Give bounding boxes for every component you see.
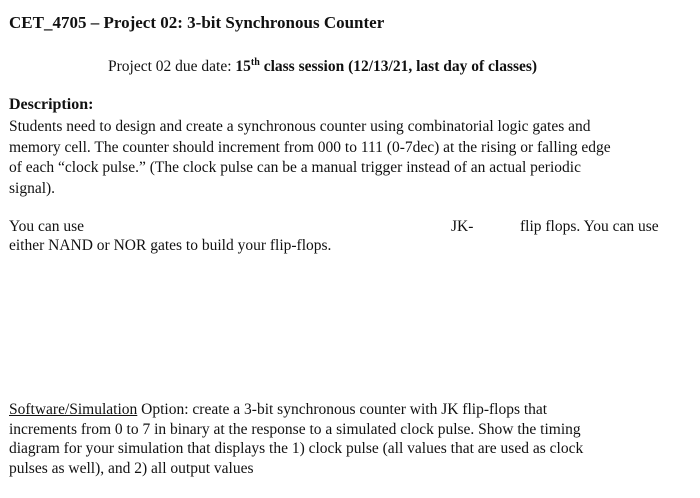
due-date-prefix: Project 02 due date: xyxy=(108,58,236,75)
simulation-line xyxy=(9,400,695,420)
simulation-line: pulses as well), and 2) all output values xyxy=(9,459,254,477)
usage-text-jk: JK- xyxy=(451,218,474,235)
description-line: of each “clock pulse.” (The clock pulse can be a manual trigger instead of an actual periodic xyxy=(9,159,581,176)
usage-text-left: You can use xyxy=(9,218,85,235)
due-date-line xyxy=(108,57,537,77)
usage-text-right: flip flops. You can use xyxy=(520,218,659,235)
simulation-line: increments from 0 to 7 in binary at the response to a simulated clock pulse. Show the timing xyxy=(9,420,581,438)
due-date-ordinal: th xyxy=(250,57,260,68)
due-date-number: 15 xyxy=(235,58,251,75)
simulation-line: diagram for your simulation that displays the 1) clock pulse (all values that are used as clock xyxy=(9,440,584,457)
description-line: memory cell. The counter should increment from 000 to 111 (0-7dec) at the rising or falling edge xyxy=(9,138,611,156)
page-title: CET_4705 – Project 02: 3-bit Synchronous Counter xyxy=(9,13,385,32)
description-heading: Description: xyxy=(9,96,94,113)
description-line: Students need to design and create a synchronous counter using combinatorial logic gates and xyxy=(9,118,591,135)
due-date-detail: class session (12/13/21, last day of classes) xyxy=(259,58,538,75)
simulation-section xyxy=(9,400,695,478)
simulation-label: Software/Simulation xyxy=(9,401,138,418)
simulation-line1-rest: Option: create a 3-bit synchronous counter with JK flip-flops that xyxy=(137,401,548,418)
description-body xyxy=(9,117,695,199)
description-line: signal). xyxy=(9,179,56,197)
usage-text-line2: either NAND or NOR gates to build your flip-flops. xyxy=(9,237,332,254)
